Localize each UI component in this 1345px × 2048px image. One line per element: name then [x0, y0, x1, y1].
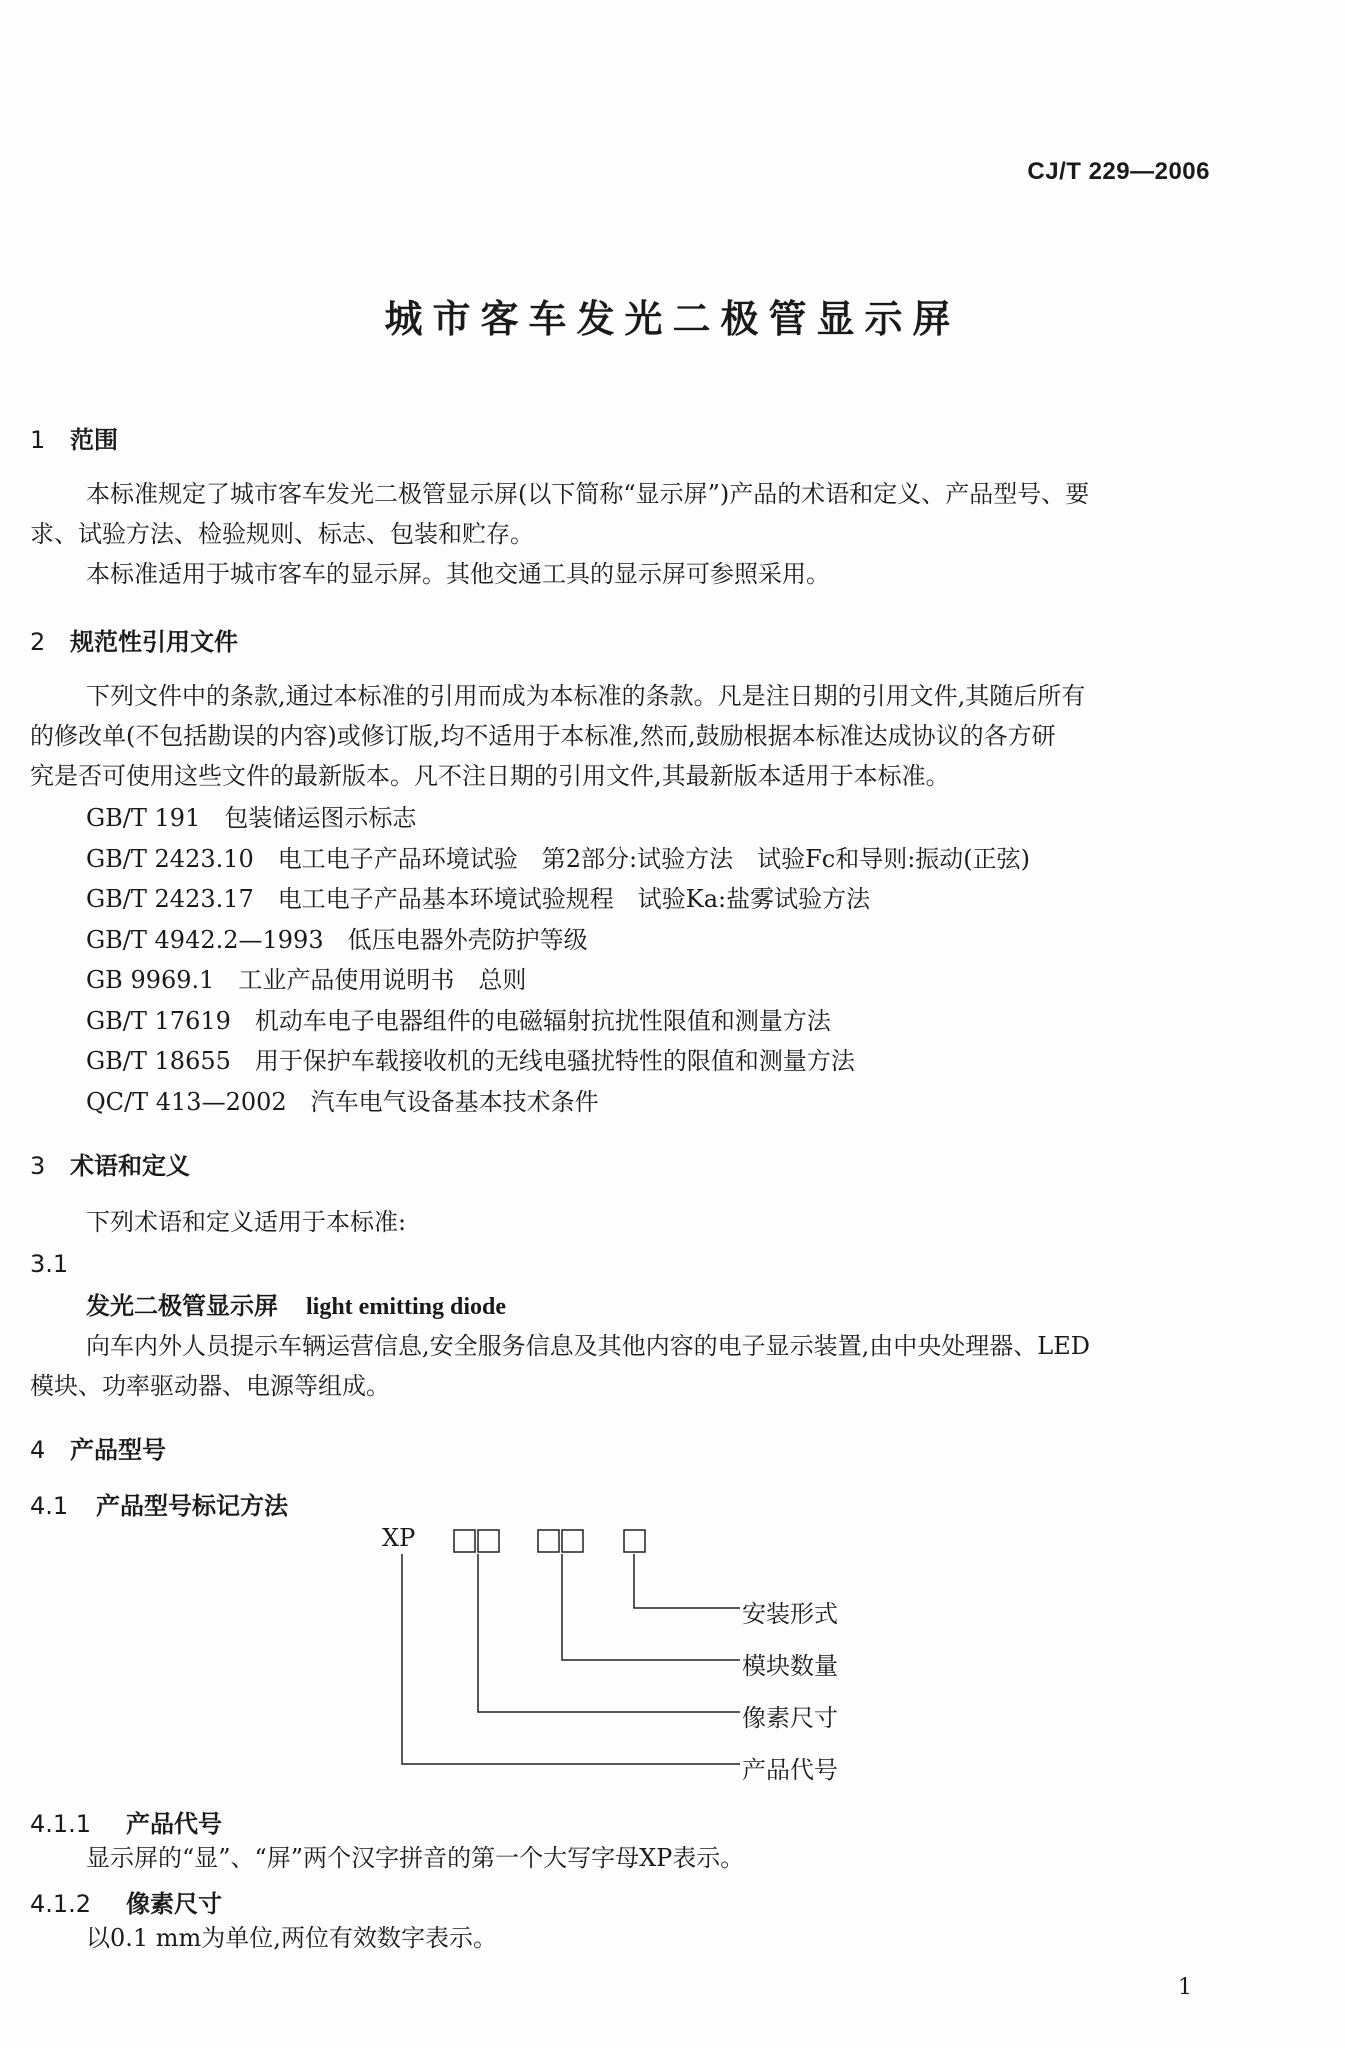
term-definition: [30, 1326, 1230, 1406]
section-4-1-2-text: 以0.1 mm为单位,两位有效数字表示。: [86, 1924, 497, 1952]
reference-item: GB/T 4942.2—1993 低压电器外壳防护等级: [86, 925, 588, 954]
reference-item: GB/T 18655 用于保护车载接收机的无线电骚扰特性的限值和测量方法: [86, 1047, 855, 1075]
mount-type-box: [624, 1530, 645, 1552]
paragraph-line: 求、试验方法、检验规则、标志、包装和贮存。: [30, 520, 534, 548]
section-4-heading: [30, 1430, 166, 1465]
reference-item: QC/T 413—2002 汽车电气设备基本技术条件: [86, 1087, 599, 1116]
section-4-1-1-heading: [30, 1804, 222, 1839]
reference-item: GB/T 2423.10 电工电子产品环境试验 第2部分:试验方法 试验Fc和导则:振动(正弦): [86, 844, 1031, 873]
section-4-1-2-heading: [30, 1884, 222, 1919]
label-product-code: 产品代号: [742, 1756, 838, 1784]
leader-line-mount-type: [634, 1554, 740, 1608]
module-count-box-1: [538, 1530, 559, 1552]
term-entry: [86, 1286, 506, 1327]
label-mount-type: 安装形式: [742, 1600, 838, 1628]
leader-line-pixel-size: [478, 1554, 740, 1712]
pixel-size-box-1: [454, 1530, 475, 1552]
model-code-diagram: [380, 1520, 740, 1790]
section-4-1-1-text: 显示屏的“显”、“屏”两个汉字拼音的第一个大写字母XP表示。: [86, 1844, 745, 1872]
section-3-intro: 下列术语和定义适用于本标准:: [86, 1208, 407, 1236]
paragraph-line: 的修改单(不包括勘误的内容)或修订版,均不适用于本标准,然而,鼓励根据本标准达成协议的各方研: [30, 722, 1056, 750]
model-prefix: XP: [382, 1524, 416, 1552]
reference-list: [86, 798, 1030, 1122]
section-4-1-2-number: 4.1.2: [30, 1890, 92, 1918]
paragraph-line: 本标准适用于城市客车的显示屏。其他交通工具的显示屏可参照采用。: [86, 560, 830, 588]
leader-line-product-code: [402, 1554, 740, 1764]
label-pixel-size: 像素尺寸: [742, 1704, 838, 1732]
section-1-number: 1: [30, 426, 46, 454]
section-4-title: 产品型号: [70, 1436, 166, 1464]
paragraph-line: 究是否可使用这些文件的最新版本。凡不注日期的引用文件,其最新版本适用于本标准。: [30, 762, 950, 790]
term-english: light emitting diode: [306, 1294, 507, 1320]
section-1-body: [30, 474, 1230, 594]
pixel-size-box-2: [478, 1530, 499, 1552]
section-1-title: 范围: [70, 426, 118, 454]
section-4-1-2-title: 像素尺寸: [126, 1890, 222, 1918]
section-3-title: 术语和定义: [70, 1152, 190, 1180]
module-count-box-2: [562, 1530, 583, 1552]
paragraph-line: 模块、功率驱动器、电源等组成。: [30, 1372, 390, 1400]
section-4-number: 4: [30, 1436, 46, 1464]
label-module-count: 模块数量: [742, 1652, 838, 1680]
reference-item: GB/T 17619 机动车电子电器组件的电磁辐射抗扰性限值和测量方法: [86, 1006, 831, 1035]
document-title: 城市客车发光二极管显示屏: [384, 297, 961, 341]
section-2-number: 2: [30, 628, 46, 656]
reference-item: GB/T 2423.17 电工电子产品基本环境试验规程 试验Ka:盐雾试验方法: [86, 885, 871, 913]
section-2-title: 规范性引用文件: [70, 628, 238, 656]
paragraph-line: 下列文件中的条款,通过本标准的引用而成为本标准的条款。凡是注日期的引用文件,其随后所有: [86, 682, 1086, 710]
reference-item: GB/T 191 包装储运图示标志: [86, 804, 417, 832]
section-4-1-heading: [30, 1486, 288, 1521]
section-4-1-title: 产品型号标记方法: [96, 1492, 288, 1520]
leader-line-module-count: [562, 1554, 740, 1660]
section-2-heading: [30, 622, 238, 657]
page-number: 1: [1178, 1975, 1192, 2000]
reference-item: GB 9969.1 工业产品使用说明书 总则: [86, 966, 527, 994]
section-2-body: [30, 676, 1230, 796]
paragraph-line: 本标准规定了城市客车发光二极管显示屏(以下简称“显示屏”)产品的术语和定义、产品型号、要: [86, 480, 1090, 508]
paragraph-line: 向车内外人员提示车辆运营信息,安全服务信息及其他内容的电子显示装置,由中央处理器、LED: [86, 1332, 1090, 1360]
section-1-heading: [30, 420, 118, 455]
term-chinese: 发光二极管显示屏: [86, 1292, 278, 1320]
section-3-number: 3: [30, 1152, 46, 1180]
section-3-heading: [30, 1146, 190, 1181]
section-4-1-1-title: 产品代号: [126, 1810, 222, 1838]
section-4-1-number: 4.1: [30, 1492, 69, 1520]
section-4-1-1-number: 4.1.1: [30, 1810, 92, 1838]
standard-code: CJ/T 229—2006: [1027, 158, 1210, 185]
term-number: 3.1: [30, 1250, 69, 1278]
